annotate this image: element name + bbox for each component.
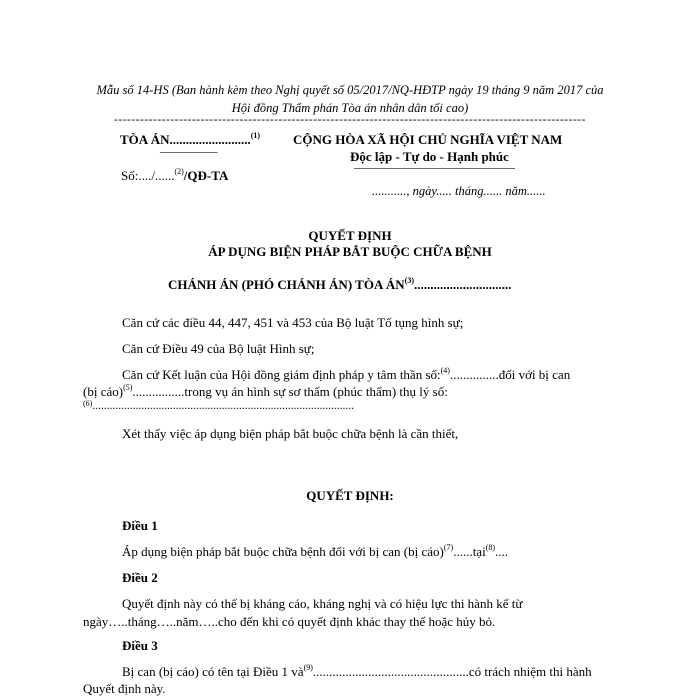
basis-paragraph-1: Căn cứ các điều 44, 447, 451 và 453 của Bộ luật Tố tụng hình sự; xyxy=(122,315,464,330)
document-subtitle: ÁP DỤNG BIỆN PHÁP BẮT BUỘC CHỮA BỆNH xyxy=(208,244,492,259)
article-3-line2: Quyết định này. xyxy=(83,681,166,696)
basis-paragraph-3-line3: $^{(6)}$........................................................................................... xyxy=(83,399,354,412)
basis-paragraph-4: Xét thấy việc áp dụng biện pháp bắt buộc chữa bệnh là cần thiết, xyxy=(122,426,459,441)
article-1-text: Áp dụng biện pháp bắt buộc chữa bệnh đối với bị can (bị cáo)$^{(7)}$......tại$^{(8)}$.... xyxy=(122,543,509,559)
republic-name: CỘNG HÒA XÃ HỘI CHỦ NGHĨA VIỆT NAM xyxy=(293,132,563,147)
court-name: TÒA ÁN.........................$^{(1)}$ xyxy=(120,131,261,147)
motto-underline: —————————————— xyxy=(354,162,515,174)
article-2-title: Điều 2 xyxy=(122,570,158,585)
decision-heading: QUYẾT ĐỊNH: xyxy=(306,488,394,503)
article-2-line1: Quyết định này có thể bị kháng cáo, kháng nghị và có hiệu lực thi hành kể từ xyxy=(122,596,523,611)
article-2-line2: ngày…..tháng…..năm…..cho đến khi có quyết định khác thay thế hoặc hủy bỏ. xyxy=(83,614,496,629)
date-line: ..........., ngày..... tháng...... năm...... xyxy=(372,184,546,198)
basis-paragraph-3-line2: (bị cáo)$^{(5)}$................trong vụ án hình sự sơ thẩm (phúc thẩm) thụ lý số: xyxy=(83,383,448,399)
basis-paragraph-3-line1: Căn cứ Kết luận của Hội đồng giám định pháp y tâm thần số:$^{(4)}$...............đối với bị can xyxy=(122,366,571,382)
article-1-title: Điều 1 xyxy=(122,518,158,533)
court-underline: ————— xyxy=(160,146,218,158)
issuer-line: CHÁNH ÁN (PHÓ CHÁNH ÁN) TÒA ÁN$^{(3)}$.............................. xyxy=(168,276,512,292)
article-3-line1: Bị can (bị cáo) có tên tại Điều 1 $và^{(9)}................................................có$ trách nhiệm thi hành xyxy=(122,663,592,679)
basis-paragraph-2: Căn cứ Điều 49 của Bộ luật Hình sự; xyxy=(122,341,315,356)
form-note-line1: Mẫu số 14-HS (Ban hành kèm theo Nghị quyết số 05/2017/NQ-HĐTP ngày 19 tháng 9 năm 2017 của xyxy=(96,83,604,97)
separator-line: ------------------------------------------------------------------------------------------------------------- xyxy=(114,114,586,126)
document-title: QUYẾT ĐỊNH xyxy=(308,228,392,243)
article-3-title: Điều 3 xyxy=(122,638,158,653)
decision-number: Số:..../......$^{(2)}$/QĐ-TA xyxy=(121,167,229,183)
form-note-line2: Hội đồng Thẩm phán Tòa án nhân dân tối cao) xyxy=(231,101,469,115)
national-motto: Độc lập - Tự do - Hạnh phúc xyxy=(350,149,509,164)
